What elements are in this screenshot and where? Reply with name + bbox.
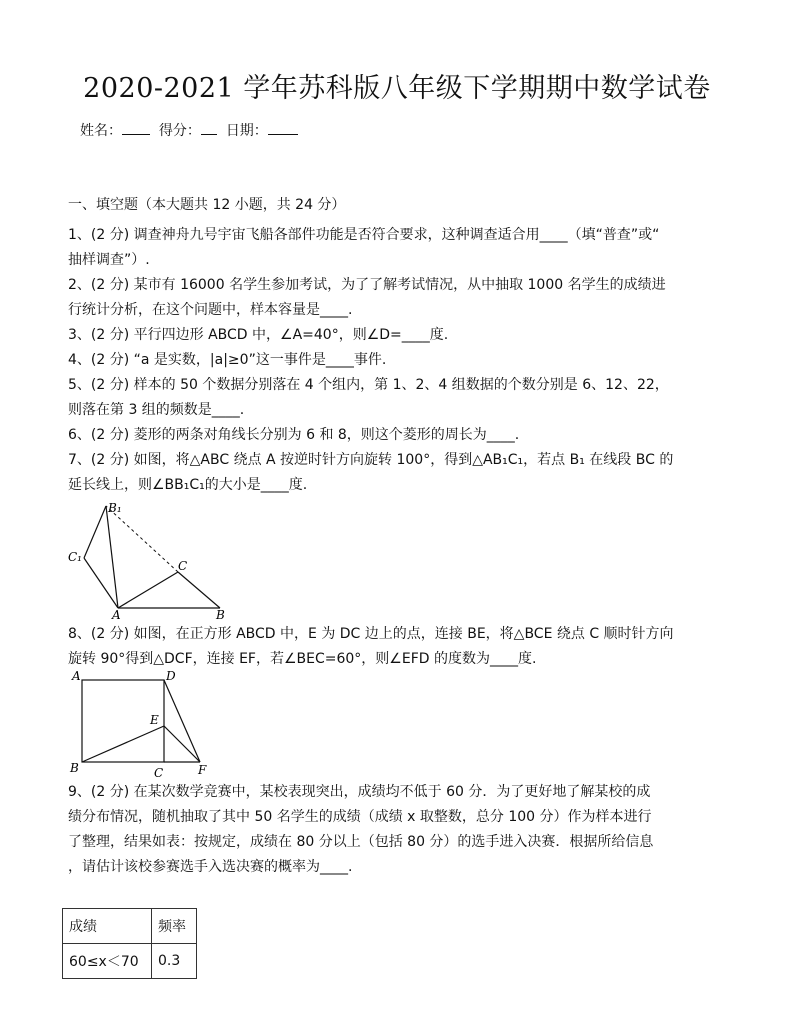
question-8	[68, 622, 726, 672]
label-A: A	[112, 608, 121, 622]
question-line: 8、(2 分) 如图，在正方形 ABCD 中，E 为 DC 边上的点，连接 BE，将△BCE 绕点 C 顺时针方向	[68, 626, 674, 642]
segment-B1C1	[84, 506, 106, 558]
label-C: C	[178, 559, 188, 573]
label-C: C	[154, 766, 164, 780]
table-cell: 0.3	[152, 944, 197, 979]
question-5	[68, 373, 726, 423]
question-line: 3、(2 分) 平行四边形 ABCD 中，∠A=40°，则∠D=____度.	[68, 327, 449, 343]
label-A: A	[72, 669, 81, 683]
question-2	[68, 273, 726, 323]
question-4	[68, 348, 726, 373]
segment-DF	[164, 680, 200, 762]
label-D: D	[166, 669, 176, 683]
label-E: E	[150, 713, 159, 727]
question-line: 延长线上，则∠BB₁C₁的大小是____度.	[68, 477, 308, 493]
question-line: ，请估计该校参赛选手入选决赛的概率为____.	[68, 859, 353, 875]
table-header-row	[63, 909, 197, 944]
date-field[interactable]	[268, 120, 298, 135]
question-line: 行统计分析，在这个问题中，样本容量是____.	[68, 302, 353, 318]
question-line: 6、(2 分) 菱形的两条对角线长分别为 6 和 8，则这个菱形的周长为____.	[68, 427, 520, 443]
question-1	[68, 223, 726, 273]
question-line: 2、(2 分) 某市有 16000 名学生参加考试，为了了解考试情况，从中抽取 1000 名学生的成绩进	[68, 277, 666, 293]
question-line: 5、(2 分) 样本的 50 个数据分别落在 4 个组内，第 1、2、4 组数据的个数分别是 6、12、22，	[68, 377, 669, 393]
question-line: 绩分布情况，随机抽取了其中 50 名学生的成绩（成绩 x 取整数，总分 100 分）作为样本进行	[68, 809, 652, 825]
label-F: F	[198, 763, 207, 777]
question-line: 7、(2 分) 如图，将△ABC 绕点 A 按逆时针方向旋转 100°，得到△AB₁C₁，若点 B₁ 在线段 BC 的	[68, 452, 674, 468]
question-7	[68, 448, 726, 498]
student-info	[80, 120, 298, 140]
table-cell: 60≤x＜70	[63, 944, 152, 979]
section-heading: 一、填空题（本大题共 12 小题，共 24 分）	[68, 197, 346, 213]
label-B: B	[216, 608, 225, 622]
question-line: 了整理，结果如表：按规定，成绩在 80 分以上（包括 80 分）的选手进入决赛．根据所给信息	[68, 834, 654, 850]
table-row	[63, 944, 197, 979]
name-label: 姓名：	[80, 123, 122, 139]
segment-EF	[164, 726, 200, 762]
question-9	[68, 780, 726, 880]
name-field[interactable]	[122, 120, 150, 135]
label-B1: B₁	[108, 501, 122, 515]
page-title: 2020-2021 学年苏科版八年级下学期期中数学试卷	[83, 73, 711, 104]
question-6	[68, 423, 726, 448]
segment-CB	[178, 572, 220, 608]
date-label: 日期：	[225, 123, 268, 139]
question-3	[68, 323, 726, 348]
question-line: 1、(2 分) 调查神舟九号宇宙飞船各部件功能是否符合要求，这种调查适合用____（填“普查”或“	[68, 227, 660, 243]
question-line: 抽样调查”）.	[68, 252, 150, 268]
question-line: 4、(2 分) “a 是实数，|a|≥0”这一事件是____事件.	[68, 352, 387, 368]
segment-BE	[82, 726, 164, 762]
segment-CB1-dashed	[106, 506, 178, 572]
table-header-cell: 成绩	[63, 909, 152, 944]
question-line: 旋转 90°得到△DCF，连接 EF，若∠BEC=60°，则∠EFD 的度数为____度.	[68, 651, 537, 667]
score-field[interactable]	[201, 120, 217, 135]
score-frequency-table	[62, 908, 197, 979]
question-line: 9、(2 分) 在某次数学竞赛中，某校表现突出，成绩均不低于 60 分．为了更好地了解某校的成	[68, 784, 651, 800]
segment-AC	[118, 572, 178, 608]
question-line: 则落在第 3 组的频数是____.	[68, 402, 245, 418]
figure-8-square-rotation	[64, 668, 224, 782]
label-B: B	[70, 761, 79, 775]
label-C1: C₁	[68, 550, 82, 564]
score-label: 得分：	[158, 123, 201, 139]
table-header-cell: 频率	[152, 909, 197, 944]
figure-7-triangle-rotation	[60, 498, 230, 622]
